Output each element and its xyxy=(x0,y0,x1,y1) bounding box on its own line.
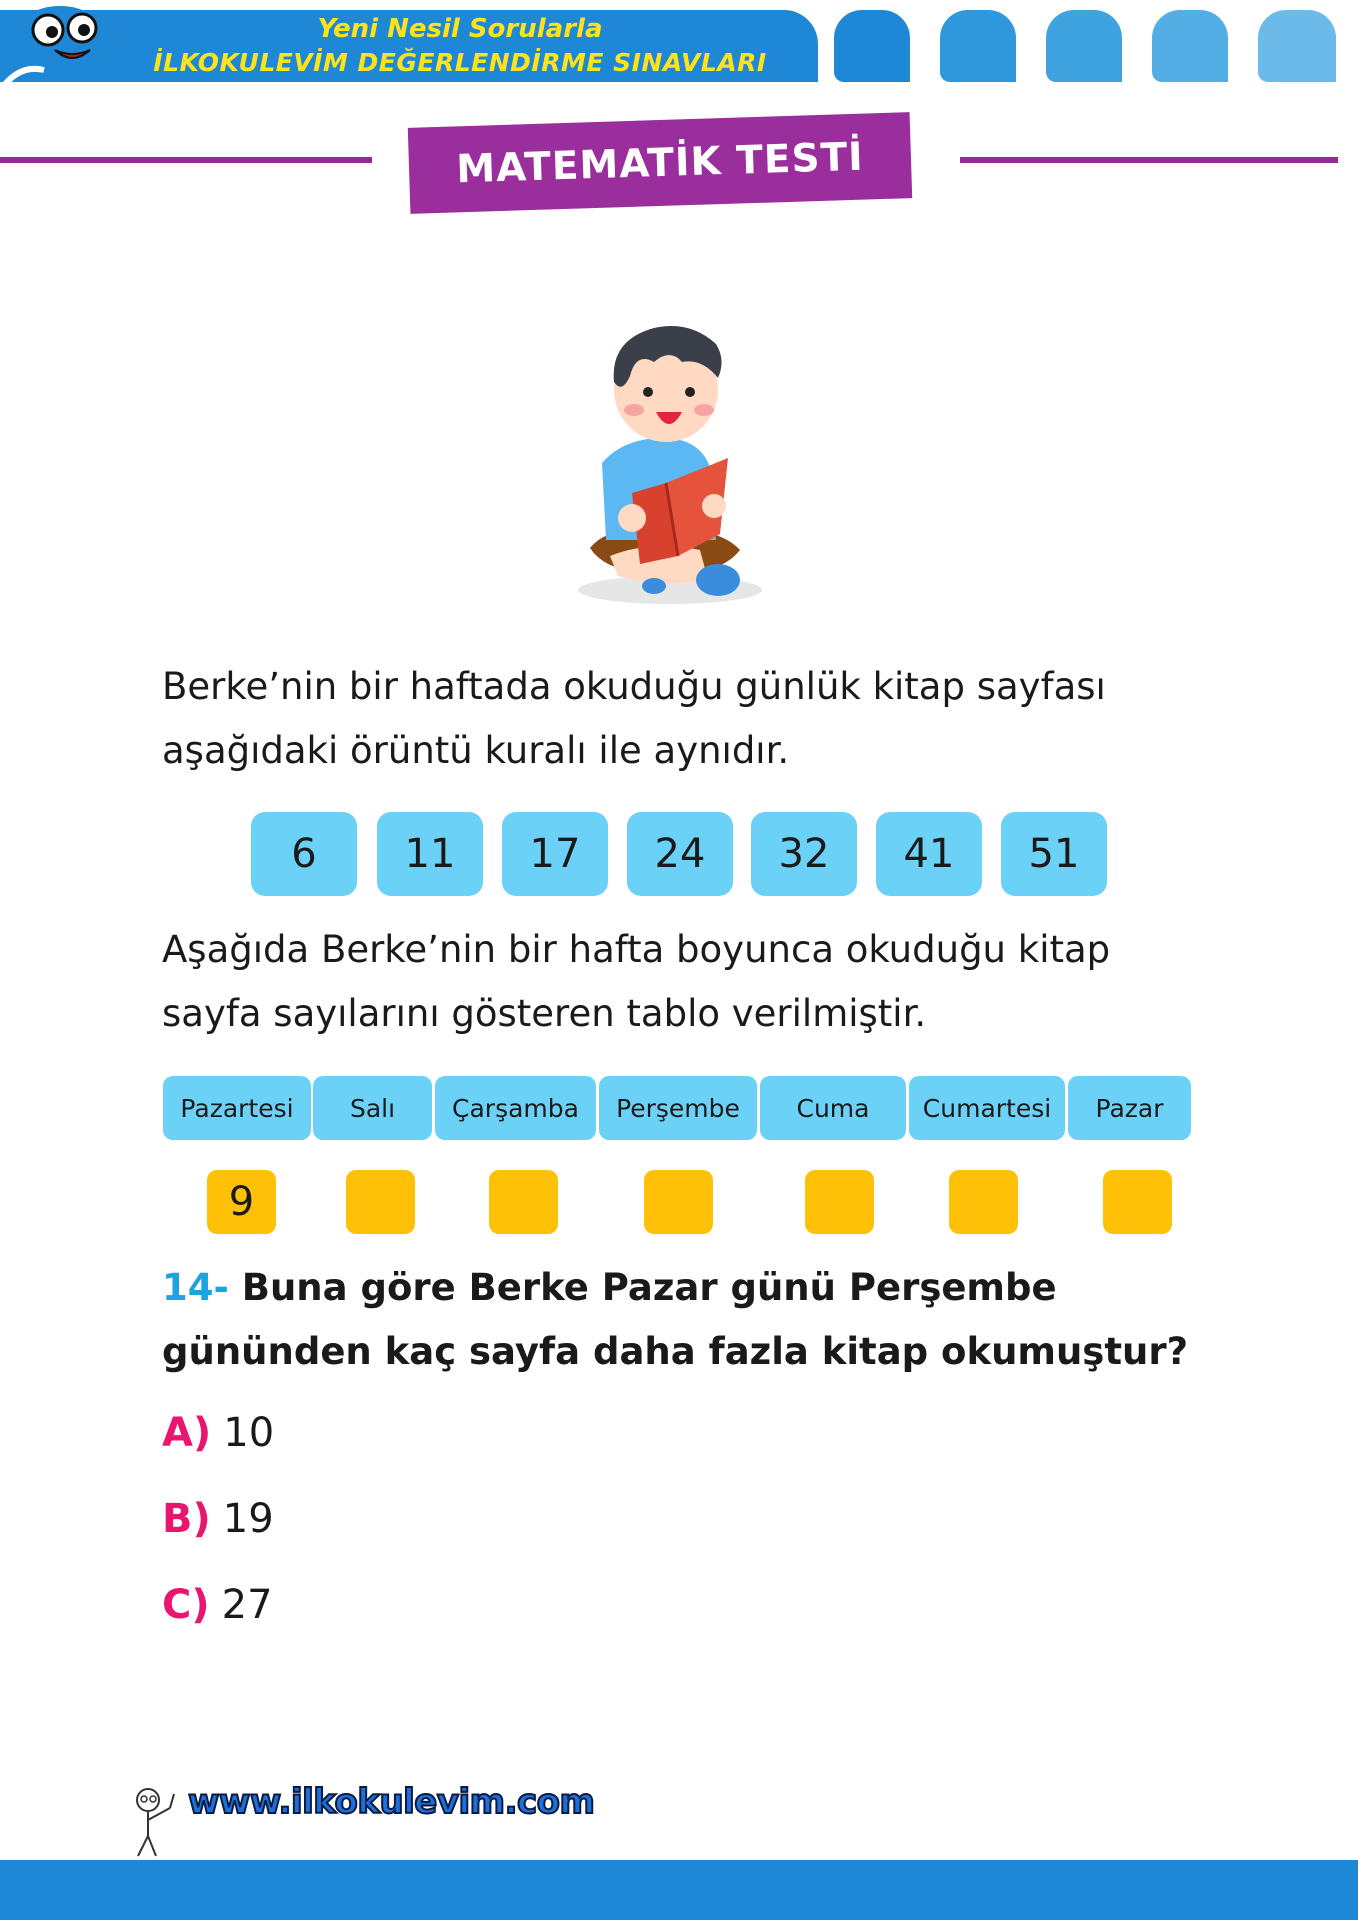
boy-reading-illustration xyxy=(570,318,770,608)
option-letter: B) xyxy=(162,1496,211,1542)
table-intro-paragraph: Aşağıda Berke’nin bir hafta boyunca okuduğu kitap sayfa sayılarını gösteren tablo verilmiştir. xyxy=(162,928,1111,1035)
stickman-icon xyxy=(126,1786,186,1858)
answer-box-persembe[interactable] xyxy=(644,1170,713,1234)
question-number: 14- xyxy=(162,1266,229,1309)
day-header-pazar: Pazar xyxy=(1068,1076,1191,1140)
header-title xyxy=(150,12,770,80)
answer-box-cumartesi[interactable] xyxy=(949,1170,1018,1234)
day-header-persembe: Perşembe xyxy=(599,1076,757,1140)
question-body: Buna göre Berke Pazar günü Perşembe gününden kaç sayfa daha fazla kitap okumuştur? xyxy=(162,1266,1189,1373)
sequence-box: 32 xyxy=(751,812,857,896)
header-line-2: İLKOKULEVİM DEĞERLENDİRME SINAVLARI xyxy=(153,48,767,77)
sequence-box: 24 xyxy=(627,812,733,896)
option-letter: A) xyxy=(162,1410,212,1456)
question-text xyxy=(162,1256,1212,1384)
day-header-cuma: Cuma xyxy=(760,1076,906,1140)
header-tab-4 xyxy=(1152,10,1228,82)
mascot-icon xyxy=(0,0,120,95)
option-letter: C) xyxy=(162,1582,210,1628)
subject-title: MATEMATİK TESTİ xyxy=(455,134,865,192)
subject-banner xyxy=(408,112,912,214)
header-line-1: Yeni Nesil Sorularla xyxy=(317,14,603,44)
sequence-box: 17 xyxy=(502,812,608,896)
option-b[interactable] xyxy=(162,1496,274,1542)
answer-box-pazar[interactable] xyxy=(1103,1170,1172,1234)
banner-line-left xyxy=(0,157,372,163)
header-tab-1 xyxy=(834,10,910,82)
option-c[interactable] xyxy=(162,1582,273,1628)
option-value: 10 xyxy=(223,1410,275,1456)
header-tab-5 xyxy=(1258,10,1336,82)
option-value: 19 xyxy=(222,1496,274,1542)
intro-paragraph: Berke’nin bir haftada okuduğu günlük kitap sayfası aşağıdaki örüntü kuralı ile aynıdır. xyxy=(162,665,1106,772)
option-value: 27 xyxy=(221,1582,273,1628)
banner-line-right xyxy=(960,157,1338,163)
answer-box-carsamba[interactable] xyxy=(489,1170,558,1234)
answer-box-sali[interactable] xyxy=(346,1170,415,1234)
answer-box-pazartesi[interactable]: 9 xyxy=(207,1170,276,1234)
option-a[interactable] xyxy=(162,1410,274,1456)
header-tab-2 xyxy=(940,10,1016,82)
day-header-carsamba: Çarşamba xyxy=(435,1076,596,1140)
sequence-box: 11 xyxy=(377,812,483,896)
sequence-box: 51 xyxy=(1001,812,1107,896)
answer-box-cuma[interactable] xyxy=(805,1170,874,1234)
footer-website-link[interactable]: www.ilkokulevim.com xyxy=(188,1782,595,1822)
header-tab-3 xyxy=(1046,10,1122,82)
sequence-box: 41 xyxy=(876,812,982,896)
day-header-pazartesi: Pazartesi xyxy=(163,1076,311,1140)
sequence-box: 6 xyxy=(251,812,357,896)
day-header-cumartesi: Cumartesi xyxy=(909,1076,1065,1140)
day-header-sali: Salı xyxy=(313,1076,432,1140)
footer-band xyxy=(0,1860,1358,1920)
